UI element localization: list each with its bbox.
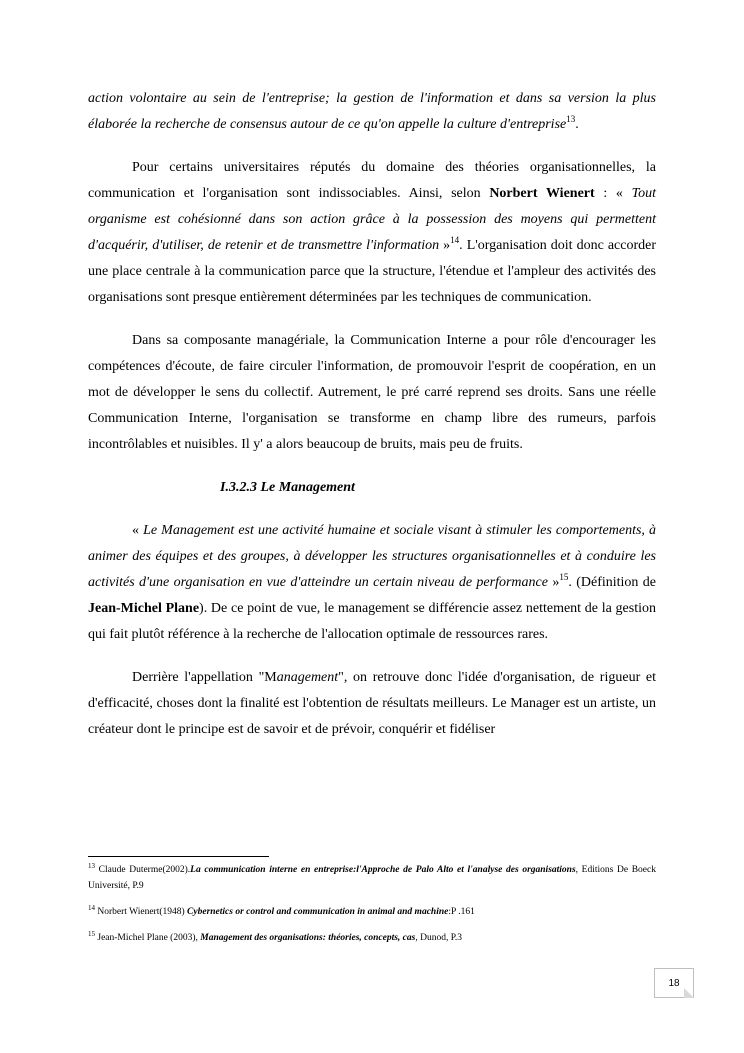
footnote-ref-15[interactable]: 15 bbox=[559, 572, 569, 582]
footnotes bbox=[88, 862, 656, 946]
footnote-separator bbox=[88, 856, 269, 857]
footnote-ref-13[interactable]: 13 bbox=[566, 114, 576, 124]
paragraph-4: « Le Management est une activité humaine et sociale visant à stimuler les comportements, à animer des équipes et des groupes, à développer les structures organisationnelles et à conduire les activités d'une organisation en vue d'atteindre un certain niveau de performance »$^{15}$. (Définition de Jean-Michel Plane). De ce point de vue, le management se différencie assez nettement de la gestion qui fait plutôt référence à la recherche de l'allocation optimale de ressources rares. bbox=[88, 523, 657, 642]
author-name: Norbert Wienert bbox=[489, 186, 595, 201]
section-heading: I.3.2.3 Le Management bbox=[220, 480, 355, 495]
paragraph-5: Derrière l'appellation "Management", on retrouve donc l'idée d'organisation, de rigueur et d'efficacité, choses dont la finalité est l'obtention de résultats meilleurs. Le Manager est un artiste, un créateur dont le principe est de savoir et de prévoir, conquérir et fidéliser bbox=[88, 670, 656, 737]
paragraph-2: Pour certains universitaires réputés du domaine des théories organisationnelles, la communication et l'organisation sont indissociables. Ainsi, selon Norbert Wienert : « Tout organisme est cohésionné dans son action grâce à la possession des moyens qui permettent d'acquérir, d'utiliser, de retenir et de transmettre l'information »$^{14}$. L'organisation doit donc accorder une place centrale à la communication parce que la structure, l'étendue et l'ampleur des activités des organisations sont presque entièrement déterminées par les techniques de communication. bbox=[88, 160, 656, 305]
author-name: Jean-Michel Plane bbox=[88, 601, 200, 616]
footnote-14: $^{14}$ Norbert Wienert(1948) Cybernetics or control and communication in animal and machine:P .161 bbox=[88, 904, 475, 917]
page-body bbox=[88, 86, 656, 743]
footnote-ref-14[interactable]: 14 bbox=[450, 235, 460, 245]
quote: Tout organisme est cohésionné dans son action grâce à la possession des moyens qui permettent d'acquérir, d'utiliser, de retenir et de transmettre l'information bbox=[88, 186, 656, 253]
paragraph-3: Dans sa composante managériale, la Communication Interne a pour rôle d'encourager les compétences d'écoute, de faire circuler l'information, de promouvoir l'esprit de coopération, en un mot de développer le sens du collectif. Autrement, le pré carré reprend ses droits. Sans une réelle Communication Interne, l'organisation se transforme en champ libre des rumeurs, parfois incontrôlables et nuisibles. Il y' a alors beaucoup de bruits, mais peu de fruits. bbox=[88, 333, 656, 452]
page-number: 18 bbox=[654, 968, 694, 998]
footnote-15: $^{15}$ Jean-Michel Plane (2003), Management des organisations: théories, concepts, cas, Dunod, P.3 bbox=[88, 930, 463, 943]
footnote-13: $^{13}$ Claude Duterme(2002).La communication interne en entreprise:l'Approche de Palo Alto et l'analyse des organisations, Editions De Boeck Université, P.9 bbox=[88, 862, 656, 891]
paragraph-1: action volontaire au sein de l'entreprise; la gestion de l'information et dans sa version la plus élaborée la recherche de consensus autour de ce qu'on appelle la culture d'entreprise$^{13}$. bbox=[88, 91, 656, 132]
page-curl-icon bbox=[684, 988, 694, 998]
quote: Le Management est une activité humaine et sociale visant à stimuler les comportements, à animer des équipes et des groupes, à développer les structures organisationnelles et à conduire les activités d'une organisation en vue d'atteindre un certain niveau de performance bbox=[88, 523, 656, 590]
